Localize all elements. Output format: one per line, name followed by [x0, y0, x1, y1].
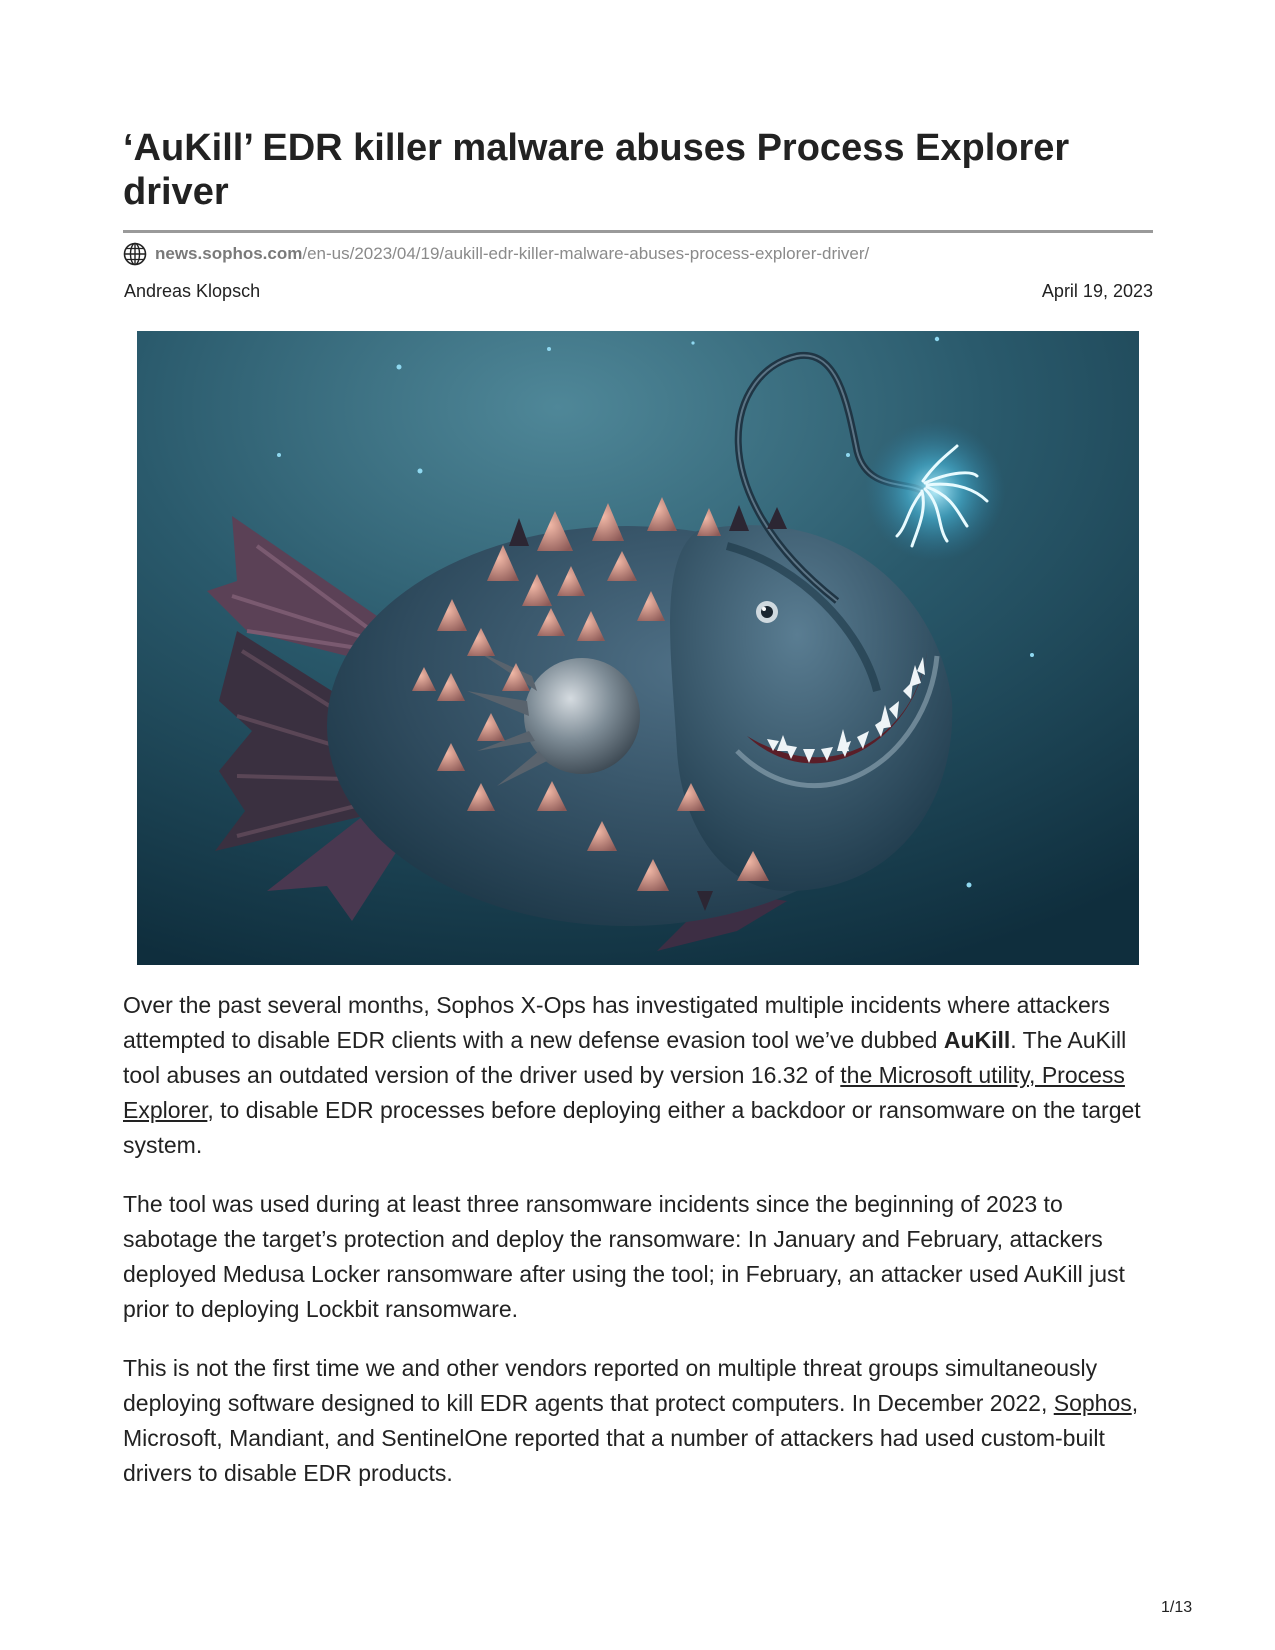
process-explorer-link[interactable]: the Microsoft utility, Process Explorer	[123, 1062, 1125, 1123]
article-body	[123, 988, 1153, 1515]
globe-icon	[123, 242, 147, 266]
author: Andreas Klopsch	[124, 281, 261, 301]
publish-date: April 19, 2023	[1041, 281, 1153, 301]
paragraph-2: The tool was used during at least three ransomware incidents since the beginning of 2023 to sabotage the target’s protection and deploy the ransomware: In January and February, attackers deployed Medusa Locker ransomware after using the tool; in February, an attacker used AuKill just prior to deploying Lockbit ransomware.	[123, 1191, 1125, 1322]
paragraph-3-text: This is not the first time we and other vendors reported on multiple threat groups simultaneously deploying software designed to kill EDR agents that protect computers. In December 2022,	[123, 1355, 1098, 1416]
paragraph-3-text-2: , Microsoft, Mandiant, and SentinelOne reported that a number of attackers had used custom-built drivers to disable EDR products.	[123, 1390, 1139, 1486]
paragraph-1-text-3: , to disable EDR processes before deploying either a backdoor or ransomware on the target system.	[123, 1097, 1141, 1158]
sophos-link[interactable]: Sophos	[1053, 1390, 1132, 1416]
paragraph-1	[123, 988, 1153, 1163]
source-domain: news.sophos.com	[155, 244, 303, 263]
paragraph-1-text-2: . The AuKill tool abuses an outdated version of the driver used by version 16.32 of	[123, 1027, 1127, 1088]
page-number: 1/13	[1161, 1599, 1193, 1616]
source-url[interactable]	[123, 241, 869, 267]
source-path: /en-us/2023/04/19/aukill-edr-killer-malware-abuses-process-explorer-driver/	[302, 244, 870, 263]
title-divider	[123, 230, 1153, 233]
paragraph-1-text: Over the past several months, Sophos X-Ops has investigated multiple incidents where attackers attempted to disable EDR clients with a new defense evasion tool we’ve dubbed	[123, 992, 1110, 1053]
aukill-term: AuKill	[943, 1027, 1011, 1053]
paragraph-3	[123, 1351, 1153, 1491]
article-title: ‘AuKill’ EDR killer malware abuses Process Explorer driver	[123, 127, 1070, 213]
hero-image-anglerfish	[137, 331, 1139, 965]
